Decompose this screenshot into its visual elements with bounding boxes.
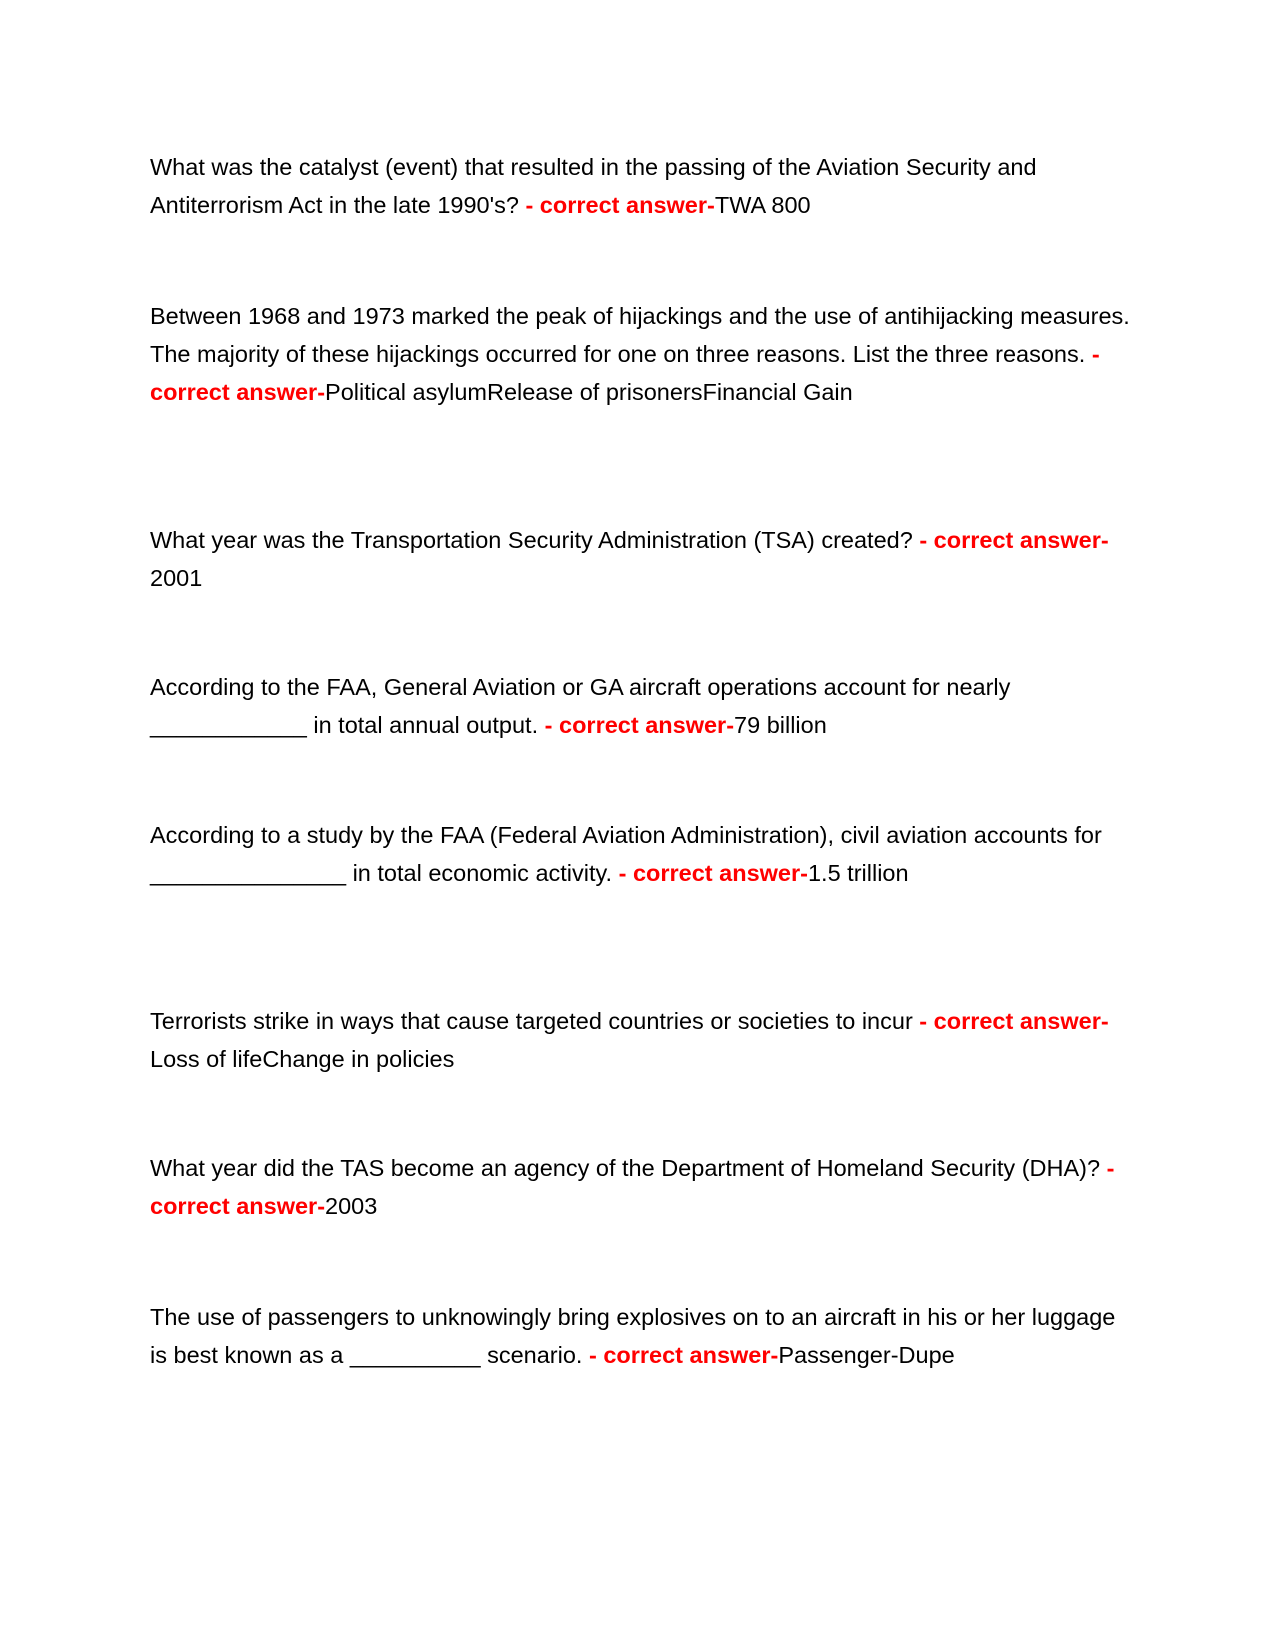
answer-text: Passenger-Dupe — [778, 1342, 955, 1368]
correct-answer-label: - correct answer- — [150, 1155, 1115, 1219]
correct-answer-label: - correct answer- — [919, 1008, 1109, 1034]
question-text: What was the catalyst (event) that resulted in the passing of the Aviation Security and Antiterrorism Act in the late 1990's? — [150, 154, 1037, 218]
answer-text: 79 billion — [734, 712, 827, 738]
qa-item — [150, 1298, 1130, 1374]
correct-answer-label: - correct answer- — [544, 712, 735, 738]
question-text: According to the FAA, General Aviation or GA aircraft operations account for nearly ____________ in total annual output. — [150, 674, 1011, 738]
qa-item — [150, 668, 1130, 744]
correct-answer-label: - correct answer- — [588, 1342, 779, 1368]
qa-item — [150, 1149, 1130, 1225]
answer-text: Loss of lifeChange in policies — [150, 1046, 455, 1072]
question-text: What year was the Transportation Security Administration (TSA) created? — [150, 527, 913, 553]
qa-item — [150, 1002, 1130, 1078]
answer-text: 2003 — [325, 1193, 378, 1219]
correct-answer-label: - correct answer- — [618, 860, 808, 886]
correct-answer-label: - correct answer- — [525, 192, 715, 218]
question-text: What year did the TAS become an agency of the Department of Homeland Security (DHA)? — [150, 1155, 1101, 1181]
answer-text: 1.5 trillion — [807, 860, 909, 886]
qa-item — [150, 521, 1130, 597]
qa-item — [150, 297, 1130, 411]
question-text: According to a study by the FAA (Federal Aviation Administration), civil aviation accounts for _______________ in total economic activity. — [150, 822, 1102, 886]
question-text: The use of passengers to unknowingly bring explosives on to an aircraft in his or her luggage is best known as a __________ scenario. — [150, 1304, 1116, 1368]
answer-text: Political asylumRelease of prisonersFinancial Gain — [325, 379, 853, 405]
correct-answer-label: - correct answer- — [919, 527, 1109, 553]
question-text: Terrorists strike in ways that cause targeted countries or societies to incur — [150, 1008, 913, 1034]
answer-text: TWA 800 — [714, 192, 811, 218]
qa-item — [150, 816, 1130, 892]
answer-text: 2001 — [150, 565, 203, 591]
correct-answer-label: - correct answer- — [150, 341, 1100, 405]
question-text: Between 1968 and 1973 marked the peak of hijackings and the use of antihijacking measures. The majority of these hijackings occurred for one on three reasons. List the three reasons. — [150, 303, 1130, 367]
qa-item — [150, 148, 1130, 224]
